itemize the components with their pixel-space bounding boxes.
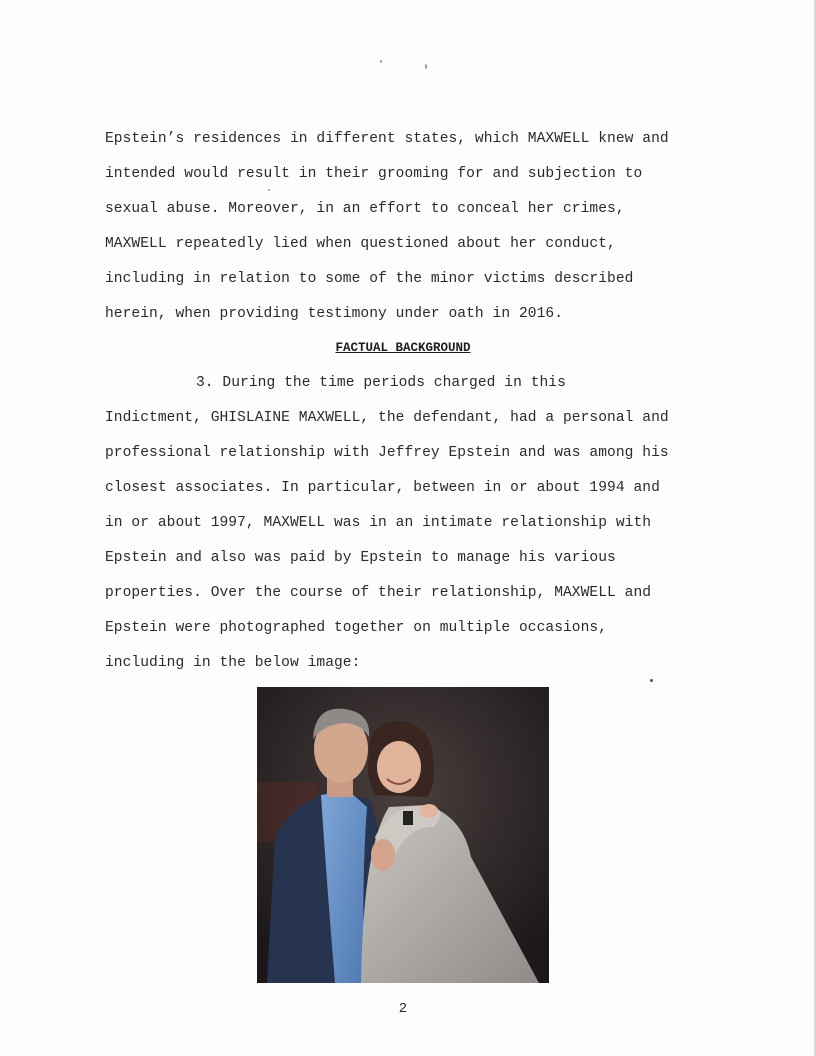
body-line: sexual abuse. Moreover, in an effort to conceal her crimes, xyxy=(105,201,625,217)
body-line: MAXWELL repeatedly lied when questioned about her conduct, xyxy=(105,236,616,252)
photograph-illustration xyxy=(257,687,549,983)
page-number: 2 xyxy=(398,1001,408,1017)
paragraph-line: in or about 1997, MAXWELL was in an intimate relationship with xyxy=(105,515,652,531)
paragraph-line: properties. Over the course of their relationship, MAXWELL and xyxy=(105,585,652,601)
scan-speck xyxy=(425,64,427,69)
section-heading: FACTUAL BACKGROUND xyxy=(335,341,471,355)
body-line: herein, when providing testimony under oath in 2016. xyxy=(105,306,563,322)
paragraph-line: including in the below image: xyxy=(105,655,361,671)
paragraph-line: Indictment, GHISLAINE MAXWELL, the defendant, had a personal and xyxy=(105,410,669,426)
scan-speck xyxy=(268,189,270,191)
scan-speck xyxy=(650,679,653,682)
body-line: including in relation to some of the minor victims described xyxy=(105,271,634,287)
scan-speck xyxy=(380,60,382,63)
paragraph-line: Epstein were photographed together on multiple occasions, xyxy=(105,620,608,636)
body-line: Epstein’s residences in different states, which MAXWELL knew and xyxy=(105,131,669,147)
photograph xyxy=(257,687,549,983)
body-line: intended would result in their grooming for and subjection to xyxy=(105,166,643,182)
paragraph-line: 3. During the time periods charged in this xyxy=(196,375,566,391)
paragraph-line: professional relationship with Jeffrey Epstein and was among his xyxy=(105,445,669,461)
paragraph-line: Epstein and also was paid by Epstein to manage his various xyxy=(105,550,616,566)
paragraph-line: closest associates. In particular, between in or about 1994 and xyxy=(105,480,660,496)
